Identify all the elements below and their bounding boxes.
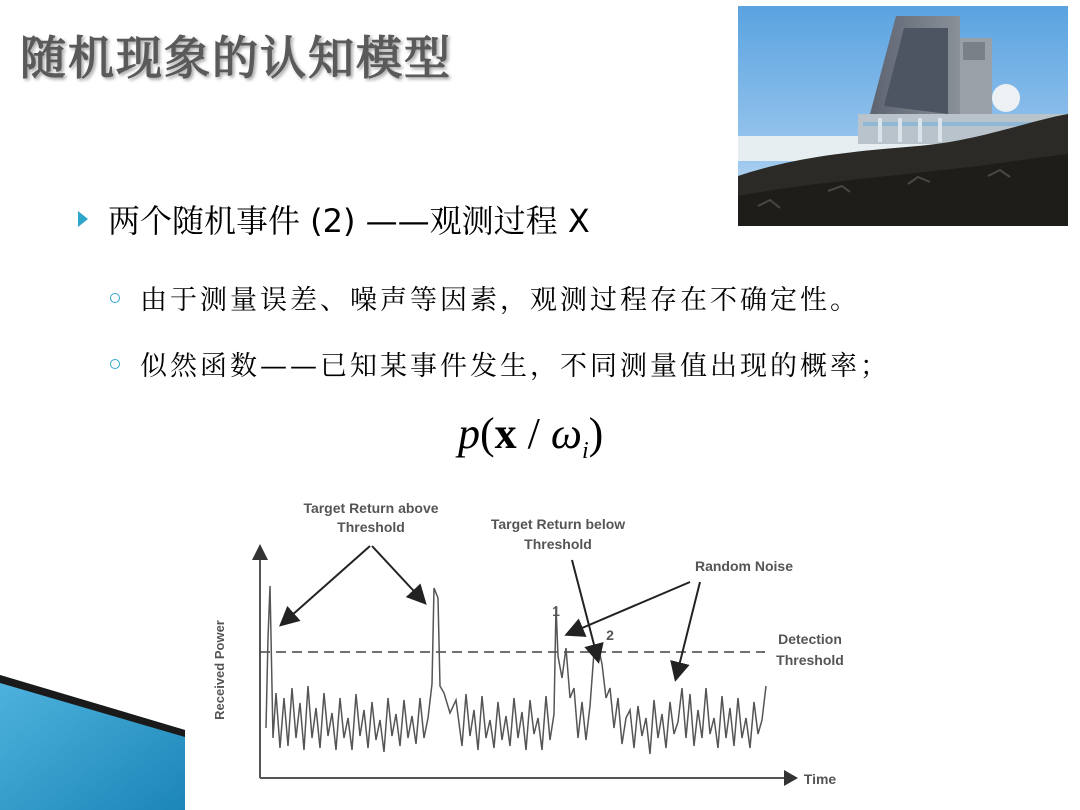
bullet-level2-text: 似然函数——已知某事件发生，不同测量值出现的概率；	[140, 351, 890, 382]
radar-station-photo	[738, 6, 1068, 226]
bullet-level1-text: 两个随机事件 (2) ——观测过程 X	[108, 202, 590, 240]
formula-open-paren: (	[480, 409, 495, 458]
y-axis-arrow-icon	[252, 544, 268, 560]
arrow-target-above-1	[282, 546, 370, 624]
formula-omega: ω	[550, 409, 582, 458]
arrow-random-noise-1	[568, 582, 690, 634]
triangle-bullet-icon	[78, 211, 88, 227]
formula-x: x	[494, 409, 517, 458]
bullet-level2-item	[110, 344, 890, 383]
likelihood-formula	[458, 408, 603, 465]
formula-slash: /	[516, 409, 551, 458]
corner-decoration	[0, 675, 200, 810]
bullet-level2-text: 由于测量误差、噪声等因素，观测过程存在不确定性。	[140, 285, 860, 316]
radar-detection-diagram	[200, 488, 860, 798]
marker-2: 2	[606, 627, 614, 643]
label-target-above-line1: Target Return above	[303, 500, 439, 516]
x-axis-label: Time	[803, 771, 837, 787]
arrow-target-below	[572, 560, 598, 660]
label-random-noise: Random Noise	[694, 558, 794, 574]
slide-title: 随机现象的认知模型	[20, 31, 452, 85]
formula-close-paren: )	[588, 409, 604, 458]
bullet-level2-item	[110, 278, 860, 317]
arrow-random-noise-2	[676, 582, 700, 678]
formula-subscript: i	[581, 437, 589, 464]
bullet-level1	[78, 196, 590, 242]
formula-p: p	[458, 409, 480, 458]
received-power-signal	[266, 586, 766, 754]
y-axis-label: Received Power	[212, 620, 227, 720]
circle-bullet-icon	[110, 359, 120, 369]
arrow-target-above-2	[372, 546, 424, 602]
label-target-below-line1: Target Return below	[490, 516, 626, 532]
label-target-above-line2: Threshold	[337, 519, 405, 535]
marker-1: 1	[552, 603, 560, 619]
label-target-below-line2: Threshold	[524, 536, 592, 552]
label-detection-line1: Detection	[778, 631, 842, 647]
x-axis-arrow-icon	[784, 770, 798, 786]
label-detection-line2: Threshold	[776, 652, 844, 668]
circle-bullet-icon	[110, 293, 120, 303]
